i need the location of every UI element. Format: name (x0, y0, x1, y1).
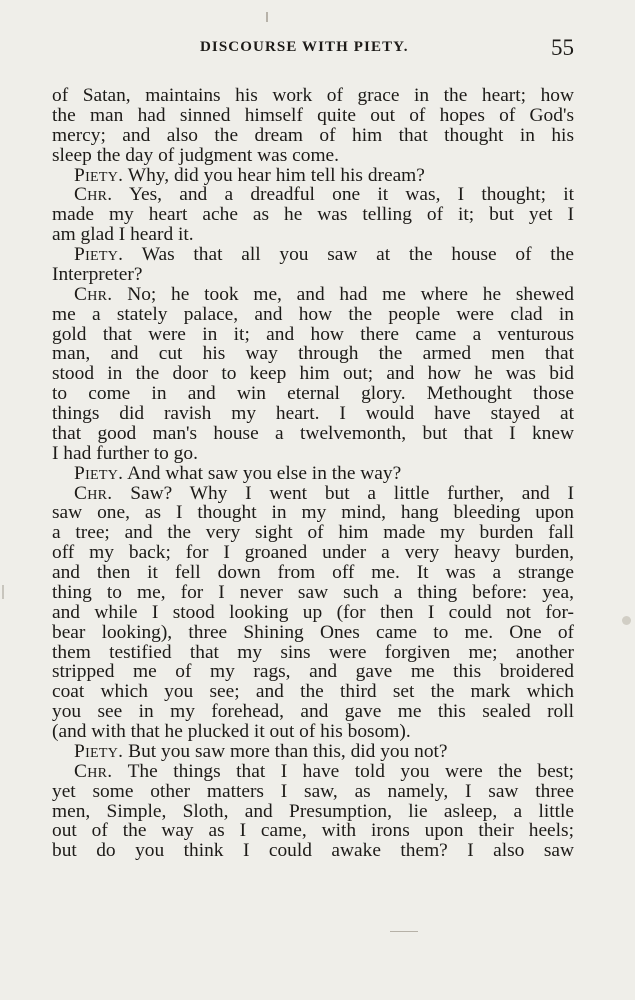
text-line (52, 464, 574, 484)
line-text: Why, did you hear him tell his dream? (123, 164, 425, 186)
body-text (52, 86, 574, 861)
line-text: Interpreter? (52, 263, 143, 285)
text-line (52, 86, 574, 106)
line-text: thing to me, for I never saw such a thing before: yea, (52, 581, 574, 603)
text-line (52, 126, 574, 146)
text-line (52, 285, 574, 305)
line-text: gold that were in it; and how there came a venturous (52, 323, 574, 345)
line-text: to come in and win eternal glory. Methought those (52, 383, 574, 405)
text-line (52, 344, 574, 364)
text-line (52, 603, 574, 623)
line-text: stripped me of my rags, and gave me this broidered (52, 661, 574, 683)
text-line (52, 245, 574, 265)
text-line (52, 742, 574, 762)
text-line (52, 782, 574, 802)
text-line (52, 424, 574, 444)
text-line (52, 484, 574, 504)
text-line (52, 682, 574, 702)
ink-spot (622, 616, 631, 625)
text-line (52, 523, 574, 543)
edge-mark (2, 585, 8, 599)
line-text: mercy; and also the dream of him that thought in his (52, 124, 574, 146)
line-text: and then it fell down from off me. It was a strange (52, 562, 574, 583)
text-line (52, 762, 574, 782)
text-line (52, 265, 574, 285)
line-text: but do you think I could awake them? I also saw (52, 840, 574, 862)
line-text: Yes, and a dreadful one it was, I thought; it (112, 184, 574, 206)
line-text: the man had sinned himself quite out of hopes of God's (52, 104, 574, 126)
speaker-label: Chr. (74, 184, 113, 206)
line-text: things did ravish my heart. I would have stayed at (52, 403, 574, 424)
text-line (52, 305, 574, 325)
page-mark (390, 931, 418, 932)
page-header (52, 36, 574, 64)
text-line (52, 563, 574, 583)
line-text: coat which you see; and the third set the mark which (52, 681, 574, 703)
text-line (52, 185, 574, 205)
line-text: men, Simple, Sloth, and Presumption, lie asleep, a little (52, 800, 574, 822)
text-line (52, 146, 574, 166)
speaker-label: Chr. (74, 283, 113, 305)
line-text: And what saw you else in the way? (123, 462, 402, 484)
text-line (52, 404, 574, 424)
text-line (52, 166, 574, 186)
line-text: a tree; and the very sight of him made my burden fall (52, 522, 574, 544)
line-text: of Satan, maintains his work of grace in the heart; how (52, 85, 574, 106)
line-text: sleep the day of judgment was come. (52, 144, 340, 166)
line-text: them testified that my sins were forgiven me; another (52, 641, 574, 663)
text-line (52, 205, 574, 225)
text-line (52, 802, 574, 822)
line-text: But you saw more than this, did you not? (123, 740, 448, 762)
line-text: am glad I heard it. (52, 224, 194, 246)
line-text: man, and cut his way through the armed men that (52, 343, 574, 365)
speaker-label: Chr. (74, 760, 113, 782)
line-text: Was that all you saw at the house of the (123, 244, 574, 265)
line-text: out of the way as I came, with irons upon their heels; (52, 820, 574, 842)
line-text: you see in my forehead, and gave me this sealed roll (52, 701, 574, 723)
line-text: stood in the door to keep him out; and how he was bid (52, 363, 574, 385)
line-text: I had further to go. (52, 442, 198, 464)
text-line (52, 623, 574, 643)
speaker-label: Chr. (74, 482, 113, 504)
text-line (52, 583, 574, 603)
text-line (52, 543, 574, 563)
text-line (52, 841, 574, 861)
line-text: The things that I have told you were the best; (112, 760, 574, 782)
text-line (52, 444, 574, 464)
page-number: 55 (551, 35, 574, 60)
line-text: No; he took me, and had me where he shewed (112, 283, 574, 305)
text-line (52, 364, 574, 384)
line-text: saw one, as I thought in my mind, hang bleeding upon (52, 502, 574, 524)
speaker-label: Piety. (74, 244, 124, 265)
text-line (52, 821, 574, 841)
line-text: and while I stood looking up (for then I could not for- (52, 601, 574, 623)
line-text: off my back; for I groaned under a very heavy burden, (52, 542, 574, 564)
text-line (52, 225, 574, 245)
text-line (52, 503, 574, 523)
line-text: that good man's house a twelvemonth, but that I knew (52, 422, 574, 444)
running-head: DISCOURSE WITH PIETY. (200, 39, 409, 55)
page-mark (266, 12, 268, 22)
text-line (52, 643, 574, 663)
line-text: yet some other matters I saw, as namely, I saw three (52, 780, 574, 802)
text-line (52, 325, 574, 345)
text-line (52, 702, 574, 722)
speaker-label: Piety. (74, 740, 124, 762)
text-line (52, 662, 574, 682)
line-text: Saw? Why I went but a little further, and I (112, 482, 574, 504)
line-text: me a stately palace, and how the people were clad in (52, 303, 574, 325)
line-text: made my heart ache as he was telling of it; but yet I (52, 204, 574, 226)
line-text: bear looking), three Shining Ones came to me. One of (52, 621, 574, 643)
text-line (52, 722, 574, 742)
speaker-label: Piety. (74, 164, 124, 186)
text-line (52, 106, 574, 126)
speaker-label: Piety. (74, 462, 124, 484)
line-text: (and with that he plucked it out of his bosom). (52, 721, 411, 742)
text-line (52, 384, 574, 404)
